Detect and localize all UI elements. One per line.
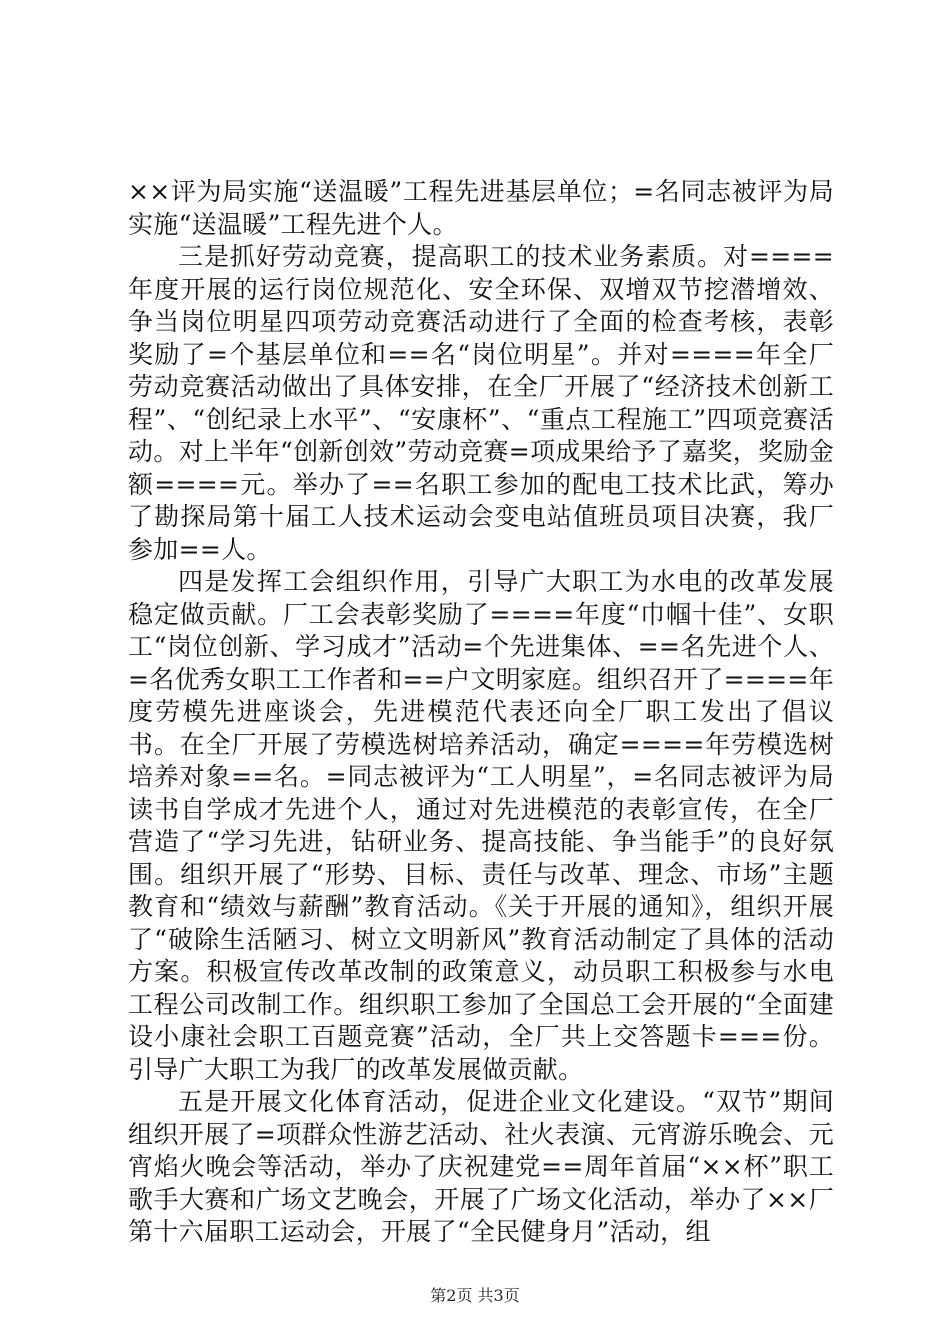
- paragraph-continuation: ××评为局实施“送温暖”工程先进基层单位；=名同志被评为局实施“送温暖”工程先进个人。: [128, 177, 834, 239]
- paragraph-labor-competition: 三是抓好劳动竞赛，提高职工的技术业务素质。对====年度开展的运行岗位规范化、安全环保、双增双节挖潜增效、争当岗位明星四项劳动竞赛活动进行了全面的检查考核，表彰奖励了=个基层单位和==名“岗位明星”。并对====年全厂劳动竞赛活动做出了具体安排，在全厂开展了“经济技术创新工程”、“创纪录上水平”、“安康杯”、“重点工程施工”四项竞赛活动。对上半年“创新创效”劳动竞赛=项成果给予了嘉奖，奖励金额====元。举办了==名职工参加的配电工技术比武，筹办了勘探局第十届工人技术运动会变电站值班员项目决赛，我厂参加==人。: [128, 242, 834, 564]
- document-body: [128, 176, 834, 1249]
- paragraph-culture-sports: 五是开展文化体育活动，促进企业文化建设。“双节”期间组织开展了=项群众性游艺活动、社火表演、元宵游乐晚会、元宵焰火晚会等活动，举办了庆祝建党==周年首届“××杯”职工歌手大赛和广场文艺晚会，开展了广场文化活动，举办了××厂第十六届职工运动会，开展了“全民健身月”活动，组: [128, 1087, 834, 1246]
- page-footer: 第2页 共3页: [430, 1286, 520, 1305]
- paragraph-union-organization: 四是发挥工会组织作用，引导广大职工为水电的改革发展稳定做贡献。厂工会表彰奖励了====年度“巾帼十佳”、女职工“岗位创新、学习成才”活动=个先进集体、==名先进个人、=名优秀女职工工作者和==户文明家庭。组织召开了====年度劳模先进座谈会，先进模范代表还向全厂职工发出了倡议书。在全厂开展了劳模选树培养活动，确定====年劳模选树培养对象==名。=同志被评为“工人明星”，=名同志被评为局读书自学成才先进个人，通过对先进模范的表彰宣传，在全厂营造了“学习先进，钻研业务、提高技能、争当能手”的良好氛围。组织开展了“形势、目标、责任与改革、理念、市场”主题教育和“绩效与薪酬”教育活动。《关于开展的通知》，组织开展了“破除生活陋习、树立文明新风”教育活动制定了具体的活动方案。积极宣传改革改制的政策意义，动员职工积极参与水电工程公司改制工作。组织职工参加了全国总工会开展的“全面建设小康社会职工百题竞赛”活动，全厂共上交答题卡===份。引导广大职工为我厂的改革发展做贡献。: [128, 567, 834, 1084]
